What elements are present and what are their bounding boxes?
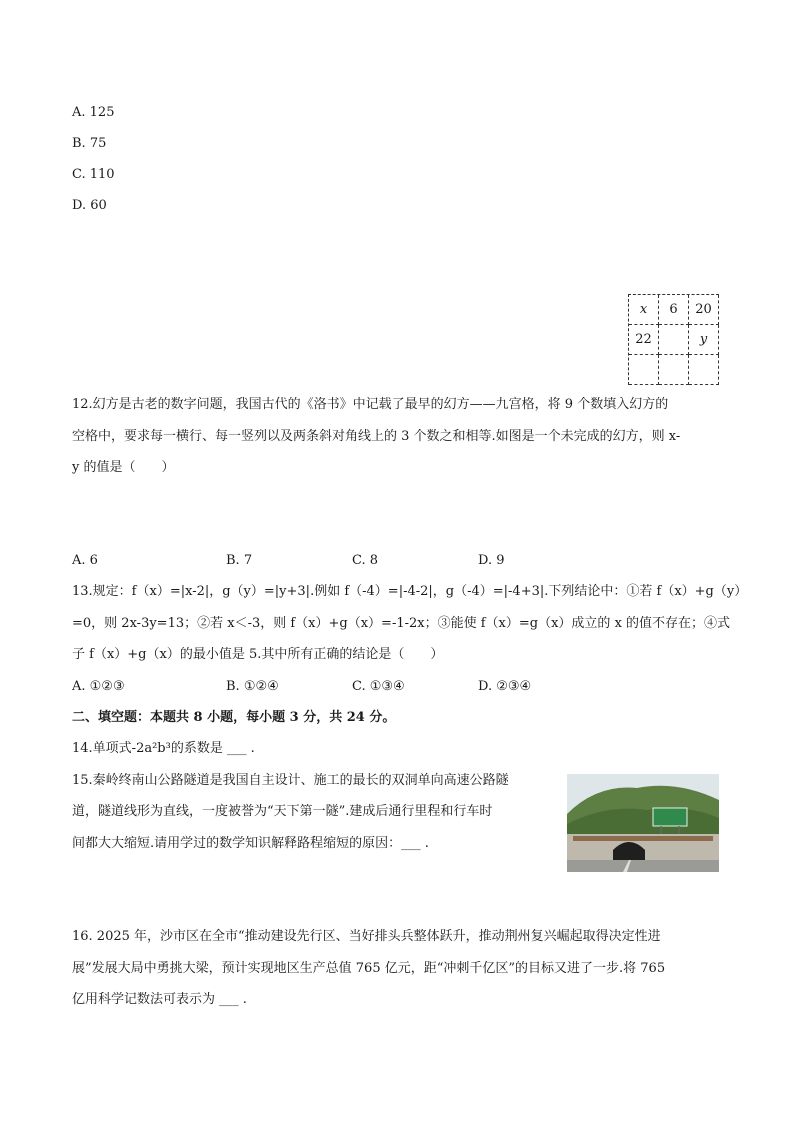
q13-option-d: D. ②③④ (478, 679, 532, 694)
magic-square-grid (628, 294, 719, 385)
magic-square-cell (659, 355, 689, 385)
magic-square-cell: x (629, 295, 659, 325)
q13-text-line: 子 f（x）+g（x）的最小值是 5.其中所有正确的结论是（ ） (72, 647, 444, 662)
q11-option-c: C. 110 (72, 167, 115, 182)
magic-square-cell: 6 (659, 295, 689, 325)
q15-text-line: 15.秦岭终南山公路隧道是我国自主设计、施工的最长的双洞单向高速公路隧 (72, 773, 509, 788)
magic-square-cell (629, 355, 659, 385)
q16-text-line: 亿用科学记数法可表示为 ___ . (72, 992, 247, 1007)
q11-option-d: D. 60 (72, 198, 107, 213)
q13-option-a: A. ①②③ (72, 679, 125, 694)
q15-text-line: 间都大大缩短.请用学过的数学知识解释路程缩短的原因：___ . (72, 836, 429, 851)
magic-square-cell (689, 355, 719, 385)
q12-option-b: B. 7 (226, 553, 253, 568)
tunnel-photo (567, 774, 719, 872)
q13-text-line: =0，则 2x-3y=13；②若 x＜-3，则 f（x）+g（x）=-1-2x；③能使 f（x）=g（x）成立的 x 的值不存在；④式 (72, 616, 731, 631)
q12-option-c: C. 8 (352, 553, 379, 568)
magic-square-cell: 20 (689, 295, 719, 325)
q12-option-d: D. 9 (478, 553, 505, 568)
q12-option-a: A. 6 (72, 553, 98, 568)
q15-text-line: 道，隧道线形为直线，一度被誉为“天下第一隧”.建成后通行里程和行车时 (72, 804, 493, 819)
q12-text-line: 空格中，要求每一横行、每一竖列以及两条斜对角线上的 3 个数之和相等.如图是一个未完成的幻方，则 x- (72, 429, 681, 444)
q11-option-b: B. 75 (72, 136, 107, 151)
q13-option-b: B. ①②④ (226, 679, 279, 694)
q12-text-line: 12.幻方是古老的数字问题，我国古代的《洛书》中记载了最早的幻方——九宫格，将 9 个数填入幻方的 (72, 397, 669, 412)
q13-text-line: 13.规定：f（x）=|x-2|，g（y）=|y+3|.例如 f（-4）=|-4-2|，g（-4）=|-4+3|.下列结论中：①若 f（x）+g（y） (72, 584, 748, 599)
q13-option-c: C. ①③④ (352, 679, 405, 694)
magic-square-cell: y (689, 325, 719, 355)
magic-square-cell (659, 325, 689, 355)
magic-square-cell: 22 (629, 325, 659, 355)
q11-option-a: A. 125 (72, 105, 115, 120)
q14-text: 14.单项式-2a²b³的系数是 ___ . (72, 741, 255, 756)
q16-text-line: 展”发展大局中勇挑大梁，预计实现地区生产总值 765 亿元，距“冲刺千亿区”的目标又进了一步.将 765 (72, 961, 666, 976)
q12-text-line: y 的值是（ ） (72, 460, 175, 475)
q16-text-line: 16. 2025 年，沙市区在全市“推动建设先行区、当好排头兵整体跃升，推动荆州复兴崛起取得决定性进 (72, 929, 661, 944)
section-heading: 二、填空题：本题共 8 小题，每小题 3 分，共 24 分。 (72, 710, 396, 725)
